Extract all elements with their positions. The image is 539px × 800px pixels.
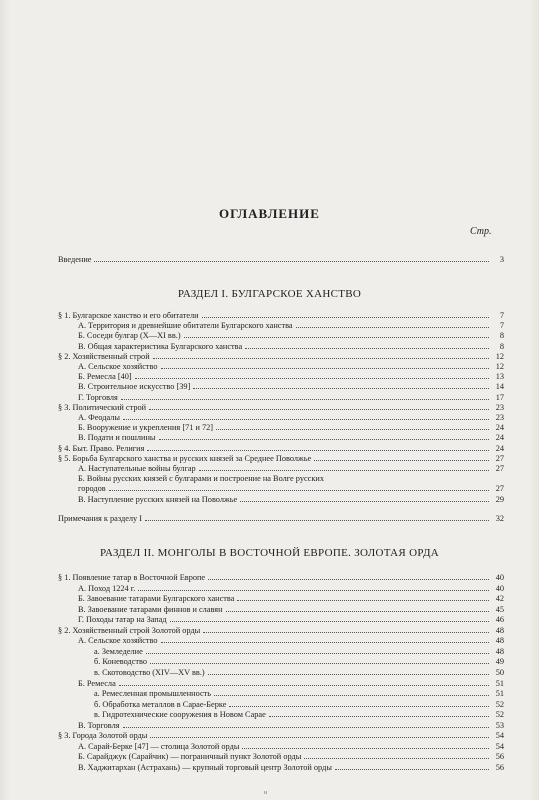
toc-entry[interactable]	[78, 495, 504, 505]
dot-leader	[314, 460, 489, 461]
entry-title: Г. Походы татар на Запад	[78, 615, 167, 625]
entry-title: А. Сельское хозяйство	[78, 362, 158, 371]
entry-title: А. Территория и древнейшие обитатели Булгарского ханства	[78, 321, 293, 331]
entry-page: 23	[495, 402, 504, 412]
toc-entry[interactable]	[78, 382, 504, 392]
entry-title: § 1. Булгарское ханство и его обитатели	[58, 311, 199, 320]
toc-entry[interactable]	[58, 403, 504, 413]
toc-entry[interactable]	[78, 413, 504, 423]
dot-leader	[123, 727, 489, 728]
toc-entry[interactable]	[78, 423, 504, 433]
toc-entry[interactable]	[94, 689, 504, 699]
entry-title: Примечания к разделу I	[58, 514, 143, 523]
entry-page: 7	[499, 321, 504, 331]
entry-title: В. Общая характеристика Булгарского ханства	[78, 341, 243, 351]
entry-title: Б. Вооружение и укрепления [71 и 72]	[78, 423, 214, 433]
toc-entry[interactable]	[78, 393, 504, 403]
section-heading-2: РАЗДЕЛ II. МОНГОЛЫ В ВОСТОЧНОЙ ЕВРОПЕ. ЗОЛОТАЯ ОРДА	[99, 547, 439, 559]
dot-leader	[170, 621, 489, 622]
section-heading-1: РАЗДЕЛ I. БУЛГАРСКОЕ ХАНСТВО	[177, 288, 362, 300]
entry-title: § 1. Появление татар в Восточной Европе	[58, 573, 206, 582]
dot-leader	[240, 501, 489, 502]
toc-entry[interactable]	[78, 321, 504, 331]
toc-entry[interactable]	[78, 484, 504, 494]
entry-title: В. Подати и пошлины	[78, 433, 156, 443]
dot-leader	[159, 439, 490, 440]
entry-page: 29	[495, 494, 504, 504]
entry-title: А. Сельское хозяйство	[78, 636, 158, 646]
toc-entry[interactable]	[58, 731, 504, 741]
entry-title: § 3. Города Золотой орды	[58, 731, 148, 741]
dot-leader	[149, 409, 489, 410]
dot-leader	[229, 706, 489, 707]
entry-title: Введение	[58, 255, 92, 264]
entry-title: § 4. Быт. Право. Религия	[58, 443, 145, 453]
entry-title: Б. Сарайджук (Сарайчик) — пограничный пункт Золотой орды	[78, 752, 302, 762]
entry-page: 48	[495, 625, 504, 635]
toc-entry[interactable]	[94, 710, 504, 720]
toc-entry-intro[interactable]	[58, 255, 504, 265]
toc-entry[interactable]	[58, 454, 504, 464]
entry-page: 24	[495, 443, 504, 453]
entry-title: А. Поход 1224 г.	[78, 583, 136, 593]
entry-title: Б. Войны русских князей с булгарами и построение на Волге русских	[78, 474, 324, 484]
entry-page: 24	[495, 423, 504, 433]
entry-page: 12	[495, 362, 504, 371]
entry-title: в. Гидротехнические сооружения в Новом Сарае	[94, 710, 266, 720]
dot-leader	[269, 716, 489, 717]
dot-leader	[147, 450, 489, 451]
entry-title: В. Торговля	[78, 720, 120, 730]
toc-entry[interactable]	[78, 679, 504, 689]
entry-title: Б. Ремесла	[78, 678, 116, 688]
entry-page: 42	[495, 594, 504, 604]
dot-leader	[245, 348, 489, 349]
entry-page: 48	[495, 646, 504, 656]
entry-page: 17	[495, 392, 504, 402]
entry-title: § 2. Хозяйственный строй Золотой орды	[58, 625, 201, 635]
toc-entry[interactable]	[94, 668, 504, 678]
toc-entry-notes-1[interactable]	[58, 514, 504, 524]
entry-page: 27	[495, 484, 504, 494]
dot-leader	[161, 642, 489, 643]
entry-title: б. Обработка металлов в Сарае-Берке	[94, 699, 227, 709]
entry-page: 7	[499, 311, 504, 320]
toc-entry[interactable]	[94, 657, 504, 667]
toc-entry[interactable]	[78, 464, 504, 474]
entry-title: Г. Торговля	[78, 392, 118, 402]
toc-entry[interactable]	[78, 331, 504, 341]
dot-leader	[109, 490, 489, 491]
dot-leader	[161, 368, 489, 369]
entry-title: А. Феодалы	[78, 413, 120, 422]
dot-leader	[335, 769, 489, 770]
entry-title: § 5. Борьба Булгарского ханства и русских князей за Среднее Поволжье	[58, 453, 312, 463]
dot-leader	[150, 737, 489, 738]
toc-entry[interactable]	[78, 594, 504, 604]
dot-leader	[202, 317, 489, 318]
toc-entry[interactable]	[94, 647, 504, 657]
toc-entry[interactable]	[78, 474, 504, 484]
page-folio: н	[264, 790, 268, 796]
toc-entry[interactable]	[78, 584, 504, 594]
entry-title: а. Земледелие	[94, 646, 143, 656]
entry-page: 54	[495, 741, 504, 751]
toc-entry[interactable]	[78, 752, 504, 762]
dot-leader	[153, 358, 489, 359]
entry-title: Б. Завоевание татарами Булгарского ханства	[78, 594, 235, 604]
entry-page: 51	[495, 689, 504, 699]
entry-page: 23	[495, 413, 504, 422]
page-column-header: Стр.	[470, 226, 492, 237]
dot-leader	[226, 611, 489, 612]
entry-title: Б. Соседи булгар (X—XI вв.)	[78, 331, 181, 341]
entry-page: 52	[495, 699, 504, 709]
entry-page: 52	[495, 710, 504, 720]
dot-leader	[146, 653, 489, 654]
entry-page: 40	[495, 583, 504, 593]
dot-leader	[214, 695, 489, 696]
entry-page: 24	[495, 433, 504, 443]
toc-entry[interactable]	[78, 763, 504, 773]
entry-title: В. Строительное искусство [39]	[78, 382, 191, 392]
entry-page: 13	[495, 372, 504, 382]
entry-page: 8	[499, 331, 504, 341]
toc-entry[interactable]	[58, 311, 504, 321]
entry-title: § 2. Хозяйственный строй	[58, 351, 150, 361]
toc-entry[interactable]	[78, 721, 504, 731]
entry-title: В. Наступление русских князей на Поволжье	[78, 494, 238, 504]
entry-title: § 3. Политический строй	[58, 402, 147, 412]
entry-title: А. Наступательные войны булгар	[78, 464, 196, 473]
entry-page: 56	[495, 762, 504, 772]
entry-page: 53	[495, 720, 504, 730]
entry-title: в. Скотоводство (XIV—XV вв.)	[94, 667, 205, 677]
entry-page: 8	[499, 341, 504, 351]
entry-page: 27	[495, 464, 504, 473]
entry-page: 12	[495, 351, 504, 361]
entry-page: 46	[495, 615, 504, 625]
dot-leader	[216, 429, 489, 430]
toc-entry[interactable]	[58, 573, 504, 583]
entry-title: Б. Ремесла [40]	[78, 372, 132, 382]
dot-leader	[304, 758, 489, 759]
dot-leader	[121, 399, 489, 400]
toc-entry[interactable]	[78, 615, 504, 625]
dot-leader	[135, 378, 489, 379]
entry-page: 40	[495, 573, 504, 582]
entry-page: 27	[495, 453, 504, 463]
dot-leader	[237, 600, 489, 601]
dot-leader	[208, 579, 489, 580]
entry-title: В. Хаджитархан (Астрахань) — крупный торговый центр Золотой орды	[78, 762, 332, 772]
toc-entry[interactable]	[94, 700, 504, 710]
dot-leader	[296, 327, 489, 328]
toc-entry[interactable]	[78, 342, 504, 352]
toc-entry[interactable]	[78, 636, 504, 646]
dot-leader	[193, 388, 489, 389]
dot-leader	[242, 748, 489, 749]
entry-title: В. Завоевание татарами финнов и славян	[78, 604, 223, 614]
entry-title: а. Ремесленная промышленность	[94, 689, 212, 699]
entry-page: 14	[495, 382, 504, 392]
toc-entry[interactable]	[58, 626, 504, 636]
entry-page: 45	[495, 604, 504, 614]
entry-page: 54	[495, 731, 504, 741]
toc-entry[interactable]	[58, 444, 504, 454]
toc-entry[interactable]	[58, 352, 504, 362]
dot-leader	[119, 685, 489, 686]
entry-title: А. Сарай-Берке [47] — столица Золотой орды	[78, 741, 240, 751]
entry-page: 56	[495, 752, 504, 762]
toc-entry[interactable]	[78, 433, 504, 443]
dot-leader	[123, 419, 489, 420]
entry-title: б. Коневодство	[94, 657, 148, 667]
entry-page: 3	[499, 255, 504, 264]
dot-leader	[199, 470, 489, 471]
dot-leader	[203, 632, 489, 633]
entry-page: 50	[495, 667, 504, 677]
toc-title: ОГЛАВЛЕНИЕ	[219, 206, 320, 221]
toc-entry[interactable]	[78, 742, 504, 752]
dot-leader	[184, 337, 489, 338]
toc-entry[interactable]	[78, 372, 504, 382]
toc-entry[interactable]	[78, 605, 504, 615]
entry-title: городов	[78, 484, 106, 494]
dot-leader	[208, 674, 489, 675]
dot-leader	[150, 663, 489, 664]
entry-page: 49	[495, 657, 504, 667]
dot-leader	[145, 520, 489, 521]
toc-entry[interactable]	[78, 362, 504, 372]
dot-leader	[94, 261, 489, 262]
entry-page: 51	[495, 678, 504, 688]
entry-page: 48	[495, 636, 504, 646]
entry-page: 32	[495, 514, 504, 523]
dot-leader	[138, 590, 489, 591]
